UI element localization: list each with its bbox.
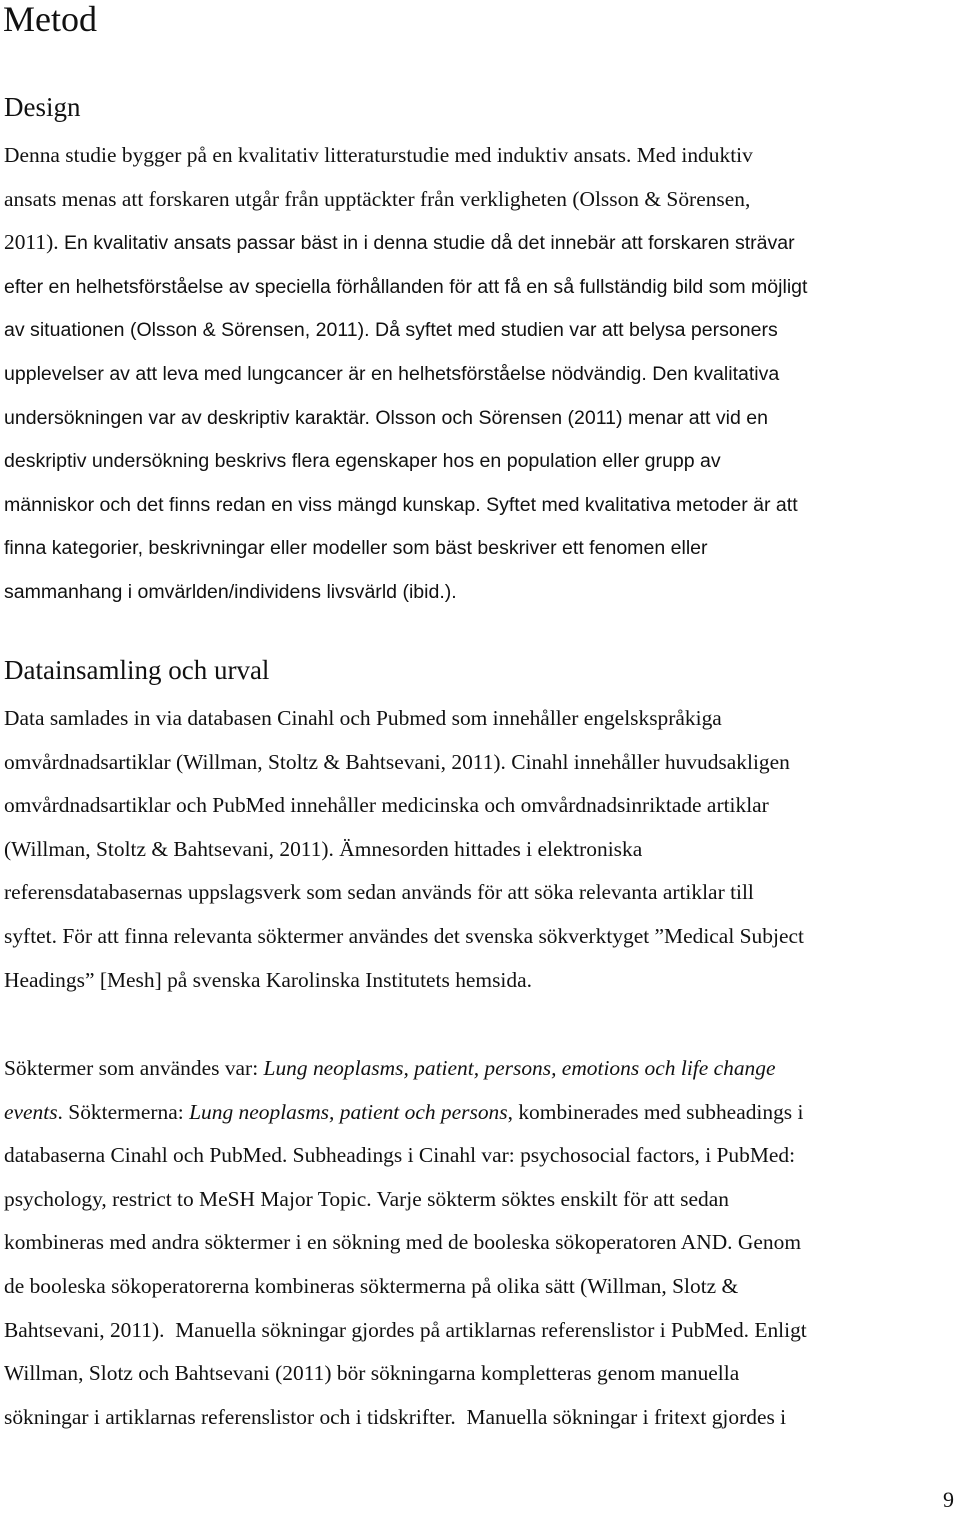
text-line: sammanhang i omvärlden/individens livsvärld (ibid.). [4, 580, 457, 603]
text-line: syftet. För att finna relevanta söktermer användes det svenska sökverktyget ”Medical Subject [4, 923, 804, 948]
text-line: av situationen (Olsson & Sörensen, 2011). Då syftet med studien var att belysa personers [4, 319, 778, 342]
text-line: referensdatabasernas uppslagsverk som sedan används för att söka relevanta artiklar till [4, 880, 754, 905]
text-line: människor och det finns redan en viss mängd kunskap. Syftet med kvalitativa metoder är att [4, 493, 798, 516]
text-line: kombineras med andra söktermer i en sökning med de booleska sökoperatoren AND. Genom [4, 1230, 802, 1255]
datainsamling-paragraph-1 [4, 697, 959, 1002]
text-line: omvårdnadsartiklar (Willman, Stoltz & Bahtsevani, 2011). Cinahl innehåller huvudsakligen [4, 749, 790, 774]
page-title: Metod [3, 0, 97, 39]
text-line: omvårdnadsartiklar och PubMed innehåller medicinska och omvårdnadsinriktade artiklar [4, 793, 769, 818]
text-line: Headings” [Mesh] på svenska Karolinska Institutets hemsida. [4, 967, 532, 992]
search-terms-italic: events [4, 1099, 58, 1124]
datainsamling-paragraph-2 [4, 1047, 959, 1439]
text-line: Söktermer som användes var: Lung neoplasms, patient, persons, emotions och life change [4, 1056, 776, 1080]
text-line: de booleska sökoperatorerna kombineras söktermerna på olika sätt (Willman, Slotz & [4, 1273, 739, 1298]
text-line: Denna studie bygger på en kvalitativ litteraturstudie med induktiv ansats. Med induktiv [4, 143, 753, 167]
page-number: 9 [943, 1487, 954, 1512]
text-line: events. Söktermerna: Lung neoplasms, patient och persons, kombinerades med subheadings i [4, 1099, 804, 1124]
search-terms-italic: Lung neoplasms, patient, persons, emotions och life change [263, 1056, 776, 1080]
text-line: Data samlades in via databasen Cinahl och Pubmed som innehåller engelskspråkiga [4, 706, 722, 730]
text-line: deskriptiv undersökning beskrivs flera egenskaper hos en population eller grupp av [4, 450, 721, 473]
text-line: sökningar i artiklarnas referenslistor och i tidskrifter. Manuella sökningar i fritext gjordes i [4, 1404, 787, 1429]
text-line: psychology, restrict to MeSH Major Topic. Varje sökterm söktes enskilt för att sedan [4, 1186, 729, 1211]
text-line: upplevelser av att leva med lungcancer är en helhetsförståelse nödvändig. Den kvalitativa [4, 362, 780, 385]
text-line: efter en helhetsförståelse av speciella förhållanden för att få en så fullständig bild som möjligt [4, 275, 808, 298]
design-paragraph [4, 134, 959, 615]
section-heading-design: Design [4, 92, 81, 122]
section-heading-datainsamling: Datainsamling och urval [4, 655, 270, 685]
search-terms-italic: Lung neoplasms, patient och persons [189, 1099, 508, 1124]
text-line: 2011). En kvalitativ ansats passar bäst in i denna studie då det innebär att forskaren strävar [4, 230, 795, 255]
text-line: Bahtsevani, 2011). Manuella sökningar gjordes på artiklarnas referenslistor i PubMed. Enligt [4, 1317, 807, 1342]
text-line: databaserna Cinahl och PubMed. Subheadings i Cinahl var: psychosocial factors, i PubMed: [4, 1143, 796, 1168]
text-line: finna kategorier, beskrivningar eller modeller som bäst beskriver ett fenomen eller [4, 537, 708, 560]
text-line: ansats menas att forskaren utgår från upptäckter från verkligheten (Olsson & Sörensen, [4, 186, 751, 211]
text-line: (Willman, Stoltz & Bahtsevani, 2011). Ämnesorden hittades i elektroniska [4, 836, 643, 861]
text-line: Willman, Slotz och Bahtsevani (2011) bör sökningarna kompletteras genom manuella [4, 1361, 740, 1386]
text-line: undersökningen var av deskriptiv karaktär. Olsson och Sörensen (2011) menar att vid en [4, 406, 769, 429]
